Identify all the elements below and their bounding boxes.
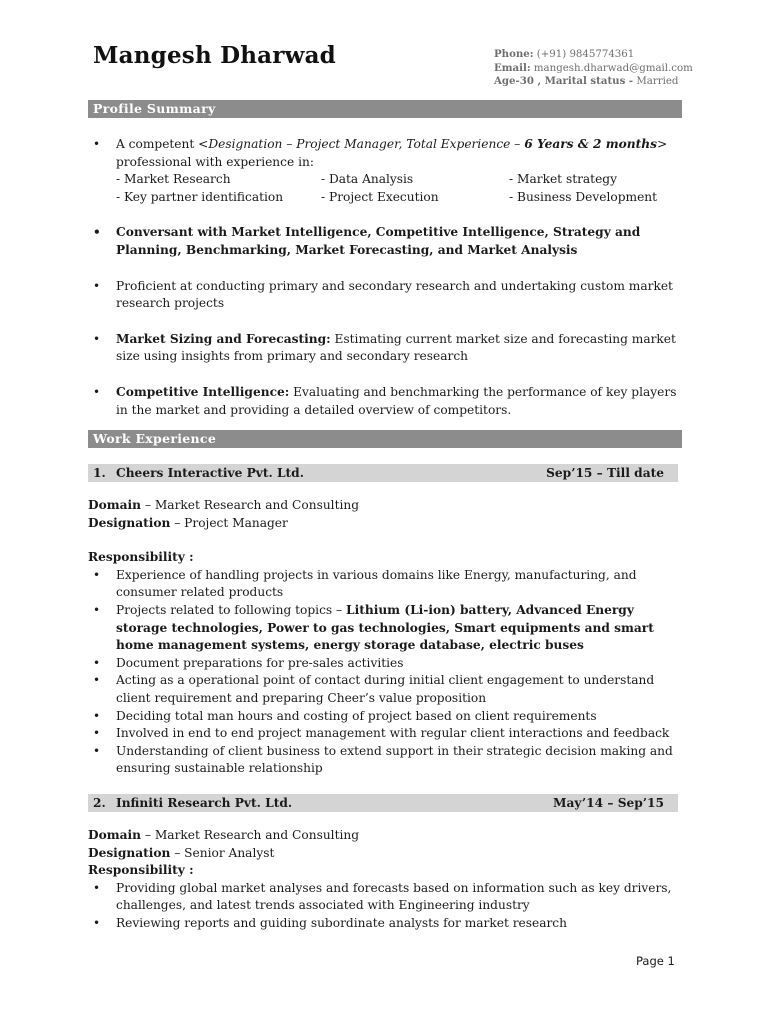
job-header bbox=[88, 794, 678, 812]
contact-block bbox=[494, 48, 693, 89]
phone-label: Phone: bbox=[494, 48, 534, 60]
company-name: Cheers Interactive Pvt. Ltd. bbox=[116, 466, 304, 480]
email-label: Email: bbox=[494, 61, 531, 74]
marital-label: Marital status - bbox=[544, 75, 634, 87]
designation-detail: <Designation – Project Manager, Total Experience – bbox=[198, 137, 525, 151]
skill-item: - Data Analysis bbox=[321, 171, 509, 189]
job-number: 1. bbox=[93, 466, 106, 480]
designation-label: Designation bbox=[88, 515, 171, 530]
profile-summary bbox=[88, 136, 688, 419]
job-dates: May’14 – Sep’15 bbox=[553, 796, 664, 810]
designation-value: – Project Manager bbox=[170, 515, 288, 530]
job-details bbox=[88, 827, 688, 933]
company-name: Infiniti Research Pvt. Ltd. bbox=[116, 796, 293, 810]
topics-list: Lithium (Li-ion) battery, Advanced Energy storage technologies, Power to gas technologies, Smart equipments and smart home management systems, energy storage database, electric buses bbox=[116, 602, 654, 653]
phone-value: (+91) 9845774361 bbox=[533, 49, 635, 60]
designation-label: Designation bbox=[88, 845, 171, 860]
competitive-title: Competitive Intelligence: bbox=[116, 384, 290, 399]
profile-bullet-designation bbox=[88, 136, 688, 206]
domain-line bbox=[88, 827, 688, 845]
age-label: Age- bbox=[494, 75, 520, 87]
designation-line bbox=[88, 515, 688, 533]
profile-summary-heading: Profile Summary bbox=[88, 100, 682, 118]
job-number: 2. bbox=[93, 796, 106, 810]
age-marital-line bbox=[494, 75, 693, 89]
responsibility-item: • Experience of handling projects in various domains like Energy, manufacturing, and consumer related products bbox=[88, 567, 688, 602]
market-sizing-title: Market Sizing and Forecasting: bbox=[116, 331, 331, 346]
email-line bbox=[494, 62, 693, 76]
domain-value: – Market Research and Consulting bbox=[140, 498, 360, 512]
email-value: mangesh.dharwad@gmail.com bbox=[530, 62, 693, 74]
responsibility-label: Responsibility : bbox=[88, 550, 194, 565]
domain-label: Domain bbox=[88, 498, 141, 512]
skill-item: - Market Research bbox=[116, 171, 321, 189]
designation-prefix: A competent bbox=[116, 137, 199, 151]
profile-bullet-research: • Proficient at conducting primary and secondary research and undertaking custom market research projects bbox=[88, 278, 688, 313]
experience-intro: professional with experience in: bbox=[116, 154, 314, 169]
skill-item: - Market strategy bbox=[509, 171, 669, 189]
domain-line bbox=[88, 497, 688, 515]
responsibility-item: • Involved in end to end project management with regular client interactions and feedback bbox=[88, 725, 688, 743]
page-number: Page 1 bbox=[636, 954, 675, 968]
job-header bbox=[88, 464, 678, 482]
phone-line bbox=[494, 48, 693, 62]
domain-label: Domain bbox=[88, 828, 141, 842]
skill-item: - Key partner identification bbox=[116, 189, 321, 207]
responsibility-item: • Document preparations for pre-sales activities bbox=[88, 655, 688, 673]
competitive-text: Evaluating and benchmarking the performance of key players in the market and providing a detailed overview of competitors. bbox=[116, 384, 677, 417]
profile-bullet-competitive bbox=[88, 384, 688, 419]
domain-value: – Market Research and Consulting bbox=[140, 828, 360, 842]
responsibility-item: • Providing global market analyses and forecasts based on information such as key drivers, challenges, and latest trends associated with Engineering industry bbox=[88, 880, 688, 915]
work-experience-heading: Work Experience bbox=[88, 430, 682, 448]
candidate-name: Mangesh Dharwad bbox=[93, 42, 336, 69]
job-details bbox=[88, 497, 688, 778]
market-sizing-text: Estimating current market size and forecasting market size using insights from primary and secondary research bbox=[116, 331, 676, 364]
skill-item: - Project Execution bbox=[321, 189, 509, 207]
responsibility-item: • Acting as a operational point of contact during initial client engagement to understand client requirement and preparing Cheer’s value proposition bbox=[88, 672, 688, 707]
designation-line bbox=[116, 136, 688, 154]
marital-value: Married bbox=[633, 76, 679, 87]
responsibility-item: • Reviewing reports and guiding subordinate analysts for market research bbox=[88, 915, 688, 933]
responsibility-label: Responsibility : bbox=[88, 863, 194, 878]
designation-value: – Senior Analyst bbox=[170, 845, 275, 860]
job-dates: Sep’15 – Till date bbox=[546, 466, 664, 480]
profile-bullet-conversant: • Conversant with Market Intelligence, Competitive Intelligence, Strategy and Planning, Benchmarking, Market Forecasting, and Market Analysis bbox=[88, 224, 688, 259]
responsibility-item: • Deciding total man hours and costing of project based on client requirements bbox=[88, 708, 688, 726]
skills-grid bbox=[116, 171, 688, 206]
topics-prefix: Projects related to following topics – bbox=[116, 602, 346, 617]
responsibility-list bbox=[88, 567, 688, 778]
age-value: 30 , bbox=[519, 75, 545, 87]
designation-line bbox=[88, 845, 688, 863]
responsibility-item: • Understanding of client business to extend support in their strategic decision making and ensuring sustainable relationship bbox=[88, 743, 688, 778]
designation-close: > bbox=[656, 137, 668, 151]
total-experience: 6 Years & 2 months bbox=[524, 137, 657, 151]
responsibility-list bbox=[88, 880, 688, 933]
profile-bullet-market-sizing bbox=[88, 331, 688, 366]
skill-item: - Business Development bbox=[509, 189, 669, 207]
responsibility-item bbox=[88, 602, 688, 655]
